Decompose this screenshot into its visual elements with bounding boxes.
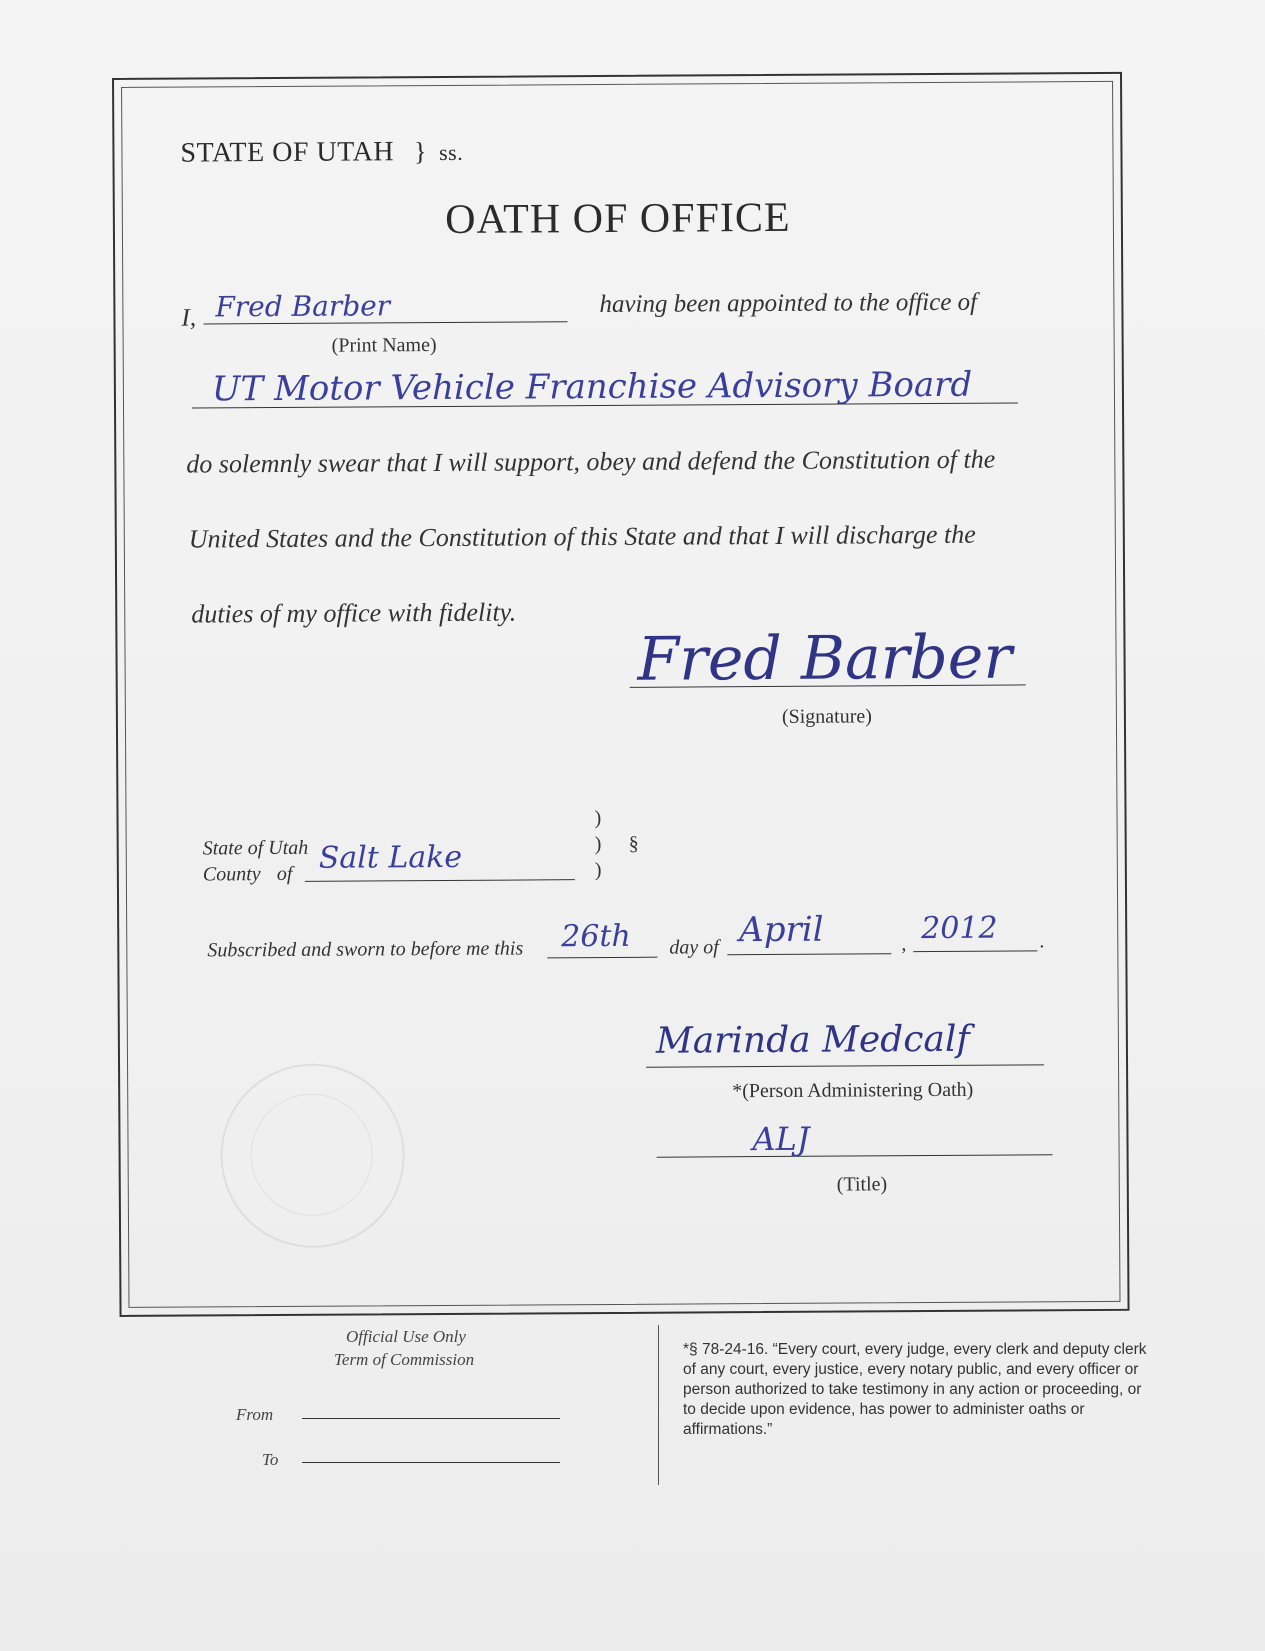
footer-divider: [658, 1325, 659, 1485]
day-of-label: day of: [669, 936, 719, 959]
document-title: OATH OF OFFICE: [445, 194, 791, 243]
to-label: To: [262, 1450, 279, 1469]
statute-note: *§ 78-24-16. “Every court, every judge, every clerk and deputy clerk of any court, every justice, every notary public, and every officer or person authorized to take testimony in any action or proceeding, or to decide upon evidence, has power to administer oaths or affirmations.”: [683, 1341, 1147, 1438]
period-glyph: .: [1039, 930, 1045, 953]
signature-caption: (Signature): [781, 705, 872, 728]
signature-value: Fred Barber: [637, 622, 1013, 695]
administrator-value: Marinda Medcalf: [655, 1018, 970, 1062]
from-label: From: [236, 1405, 274, 1424]
state-header: [180, 136, 463, 170]
oath-text-line-3: duties of my office with fidelity.: [191, 597, 517, 629]
official-use-label: Official Use Only: [346, 1327, 466, 1346]
i-label: I,: [181, 304, 197, 332]
from-line: [302, 1418, 560, 1419]
jurat-paren-1: ): [594, 807, 602, 830]
to-line: [302, 1462, 560, 1463]
print-name-caption: (Print Name): [331, 334, 437, 357]
jurat-paren-2: ): [594, 833, 602, 856]
title-caption: (Title): [836, 1173, 888, 1196]
comma-glyph: ,: [901, 933, 907, 956]
jurat-of-label: of: [276, 862, 293, 886]
county-value: Salt Lake: [318, 839, 463, 876]
ss-label: ss.: [438, 139, 464, 166]
office-value: UT Motor Vehicle Franchise Advisory Board: [211, 364, 973, 410]
term-of-commission-label: Term of Commission: [334, 1350, 475, 1369]
oath-text-line-1: do solemnly swear that I will support, obey and defend the Constitution of the: [186, 444, 996, 479]
oath-text-line-2: United States and the Constitution of this State and that I will discharge the: [188, 519, 976, 554]
state-header-label: STATE OF UTAH: [180, 136, 395, 169]
appointed-text: having been appointed to the office of: [599, 288, 978, 319]
day-value: 26th: [561, 918, 631, 955]
year-value: 2012: [921, 910, 998, 947]
jurat-county-label: County: [202, 863, 261, 886]
embossed-seal-icon: [220, 1063, 405, 1248]
jurat-paren-3: ): [594, 859, 602, 882]
month-value: April: [739, 909, 824, 951]
oath-form-border: [112, 72, 1130, 1317]
administrator-caption: *(Person Administering Oath): [732, 1078, 974, 1103]
jurat-state-label: State of Utah: [202, 836, 309, 860]
section-symbol: §: [628, 832, 639, 855]
print-name-value: Fred Barber: [215, 289, 391, 324]
title-value: ALJ: [752, 1119, 810, 1159]
brace-glyph: }: [413, 137, 428, 167]
subscribed-text: Subscribed and sworn to before me this: [207, 937, 524, 962]
